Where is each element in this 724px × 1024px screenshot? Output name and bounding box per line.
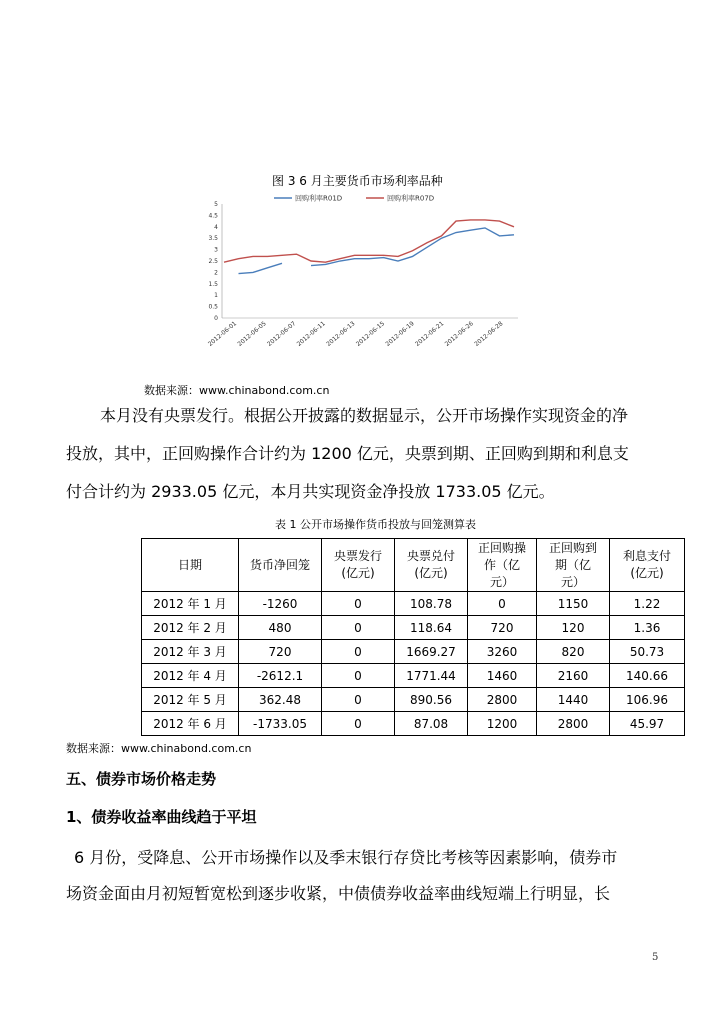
x-tick-label: 2012-06-21 <box>414 320 446 348</box>
table-header-cell <box>468 539 537 592</box>
table-row <box>142 616 685 640</box>
x-tick-label: 2012-06-13 <box>325 320 357 348</box>
table-cell: 0 <box>322 688 395 712</box>
table-cell: 1440 <box>537 688 610 712</box>
table-cell: 0 <box>322 640 395 664</box>
table-row <box>142 688 685 712</box>
x-tick-label: 2012-06-15 <box>354 320 387 348</box>
table-cell: 2160 <box>537 664 610 688</box>
table-cell: 2012 年 6 月 <box>142 712 239 736</box>
x-tick-label: 2012-06-07 <box>266 320 298 348</box>
table-cell: 0 <box>468 592 537 616</box>
table-cell: 87.08 <box>395 712 468 736</box>
legend-label: 回购利率R07D <box>387 194 435 203</box>
table-cell: 45.97 <box>610 712 685 736</box>
table-cell: 120 <box>537 616 610 640</box>
y-tick-label: 1.5 <box>208 280 218 288</box>
table-cell: 2800 <box>468 688 537 712</box>
y-tick-label: 4 <box>214 223 218 231</box>
table-body <box>142 592 685 736</box>
x-tick-label: 2012-06-26 <box>443 320 475 348</box>
y-tick-label: 0.5 <box>208 303 218 311</box>
table-cell: 0 <box>322 712 395 736</box>
chart-legend <box>274 194 434 203</box>
table-cell: 0 <box>322 616 395 640</box>
table-cell: 118.64 <box>395 616 468 640</box>
table-cell: 2012 年 2 月 <box>142 616 239 640</box>
table-cell: 1460 <box>468 664 537 688</box>
paragraph-1-line-2: 投放，其中，正回购操作合计约为 1200 亿元，央票到期、正回购到期和利息支 <box>66 444 629 463</box>
table-cell: 1669.27 <box>395 640 468 664</box>
table-caption: 表 1 公开市场操作货币投放与回笼测算表 <box>275 518 476 531</box>
table-cell: 720 <box>468 616 537 640</box>
chart-title: 图 3 6 月主要货币市场利率品种 <box>272 174 443 188</box>
table-cell: 2012 年 3 月 <box>142 640 239 664</box>
table-cell: 1771.44 <box>395 664 468 688</box>
table-cell: 480 <box>239 616 322 640</box>
table-header-text: 央票兑付 <box>406 549 455 563</box>
table-cell: 2800 <box>537 712 610 736</box>
table-header-text: 期（亿 <box>554 557 591 572</box>
y-tick-label: 0 <box>214 315 218 322</box>
table-cell: -1260 <box>239 592 322 616</box>
table-header-text: (亿元) <box>414 566 448 580</box>
table-row <box>142 640 685 664</box>
table-cell: 1.22 <box>610 592 685 616</box>
table-cell: 2012 年 4 月 <box>142 664 239 688</box>
y-tick-label: 3.5 <box>208 235 218 243</box>
paragraph-2-line-1: 6 月份，受降息、公开市场操作以及季末银行存贷比考核等因素影响，债券市 <box>74 848 618 867</box>
table-cell: 50.73 <box>610 640 685 664</box>
y-tick-label: 2 <box>214 269 218 277</box>
table-cell: 2012 年 5 月 <box>142 688 239 712</box>
table-header-text: 元） <box>489 574 514 589</box>
table-header-text: 作（亿 <box>483 557 520 572</box>
table-cell: 1.36 <box>610 616 685 640</box>
table-source: 数据来源：www.chinabond.com.cn <box>66 742 252 755</box>
table-cell: 820 <box>537 640 610 664</box>
x-tick-label: 2012-06-01 <box>206 320 239 348</box>
operations-table <box>141 538 685 736</box>
table-header-row <box>142 539 685 592</box>
y-tick-label: 4.5 <box>208 212 218 220</box>
table-header-text: 正回购到 <box>548 540 597 555</box>
paragraph-1-line-3: 付合计约为 2933.05 亿元，本月共实现资金净投放 1733.05 亿元。 <box>66 482 555 501</box>
table-header-cell <box>610 539 685 592</box>
table-header-cell <box>537 539 610 592</box>
paragraph-1-line-1: 本月没有央票发行。根据公开披露的数据显示，公开市场操作实现资金的净 <box>100 406 629 425</box>
chart-source: 数据来源：www.chinabond.com.cn <box>144 384 330 397</box>
table-cell: 0 <box>322 592 395 616</box>
x-tick-label: 2012-06-11 <box>295 320 327 348</box>
section-heading: 五、债券市场价格走势 <box>66 770 217 788</box>
series-line <box>239 263 283 273</box>
table-cell: 362.48 <box>239 688 322 712</box>
table-cell: 106.96 <box>610 688 685 712</box>
chart-plot <box>224 220 514 274</box>
table-header-cell <box>142 539 239 592</box>
series-line <box>311 228 514 266</box>
x-tick-label: 2012-06-19 <box>384 320 416 348</box>
table-header-text: 正回购操 <box>477 540 526 555</box>
table-cell: -2612.1 <box>239 664 322 688</box>
y-tick-label: 3 <box>214 246 218 254</box>
table-header-text: 日期 <box>177 557 202 572</box>
table-cell: 2012 年 1 月 <box>142 592 239 616</box>
subsection-heading: 1、债券收益率曲线趋于平坦 <box>66 808 257 826</box>
x-tick-label: 2012-06-28 <box>473 320 505 348</box>
table-cell: 0 <box>322 664 395 688</box>
table-header-cell <box>322 539 395 592</box>
table-header-text: (亿元) <box>341 566 375 580</box>
y-tick-label: 5 <box>214 201 218 208</box>
table-cell: -1733.05 <box>239 712 322 736</box>
y-tick-label: 2.5 <box>208 258 218 265</box>
table-header-cell <box>395 539 468 592</box>
table-header-text: (亿元) <box>630 566 664 580</box>
y-tick-label: 1 <box>214 292 218 300</box>
table-header-cell <box>239 539 322 592</box>
table-header-text: 利息支付 <box>622 549 671 563</box>
table-row <box>142 712 685 736</box>
table-row <box>142 664 685 688</box>
series-line <box>224 220 514 262</box>
x-tick-label: 2012-06-05 <box>236 320 268 348</box>
table-header-text: 央票发行 <box>333 549 382 563</box>
table-header-text: 元） <box>560 574 585 589</box>
table-cell: 1150 <box>537 592 610 616</box>
legend-label: 回购利率R01D <box>295 194 343 203</box>
table-cell: 140.66 <box>610 664 685 688</box>
interest-rate-chart <box>188 170 533 370</box>
table-row <box>142 592 685 616</box>
page-number: 5 <box>652 952 659 963</box>
table-cell: 890.56 <box>395 688 468 712</box>
paragraph-2-line-2: 场资金面由月初短暂宽松到逐步收紧，中债债券收益率曲线短端上行明显，长 <box>66 884 611 903</box>
table-cell: 1200 <box>468 712 537 736</box>
table-cell: 108.78 <box>395 592 468 616</box>
table-cell: 720 <box>239 640 322 664</box>
table-header-text: 货币净回笼 <box>249 557 310 572</box>
table-cell: 3260 <box>468 640 537 664</box>
chart-axes <box>207 201 518 348</box>
